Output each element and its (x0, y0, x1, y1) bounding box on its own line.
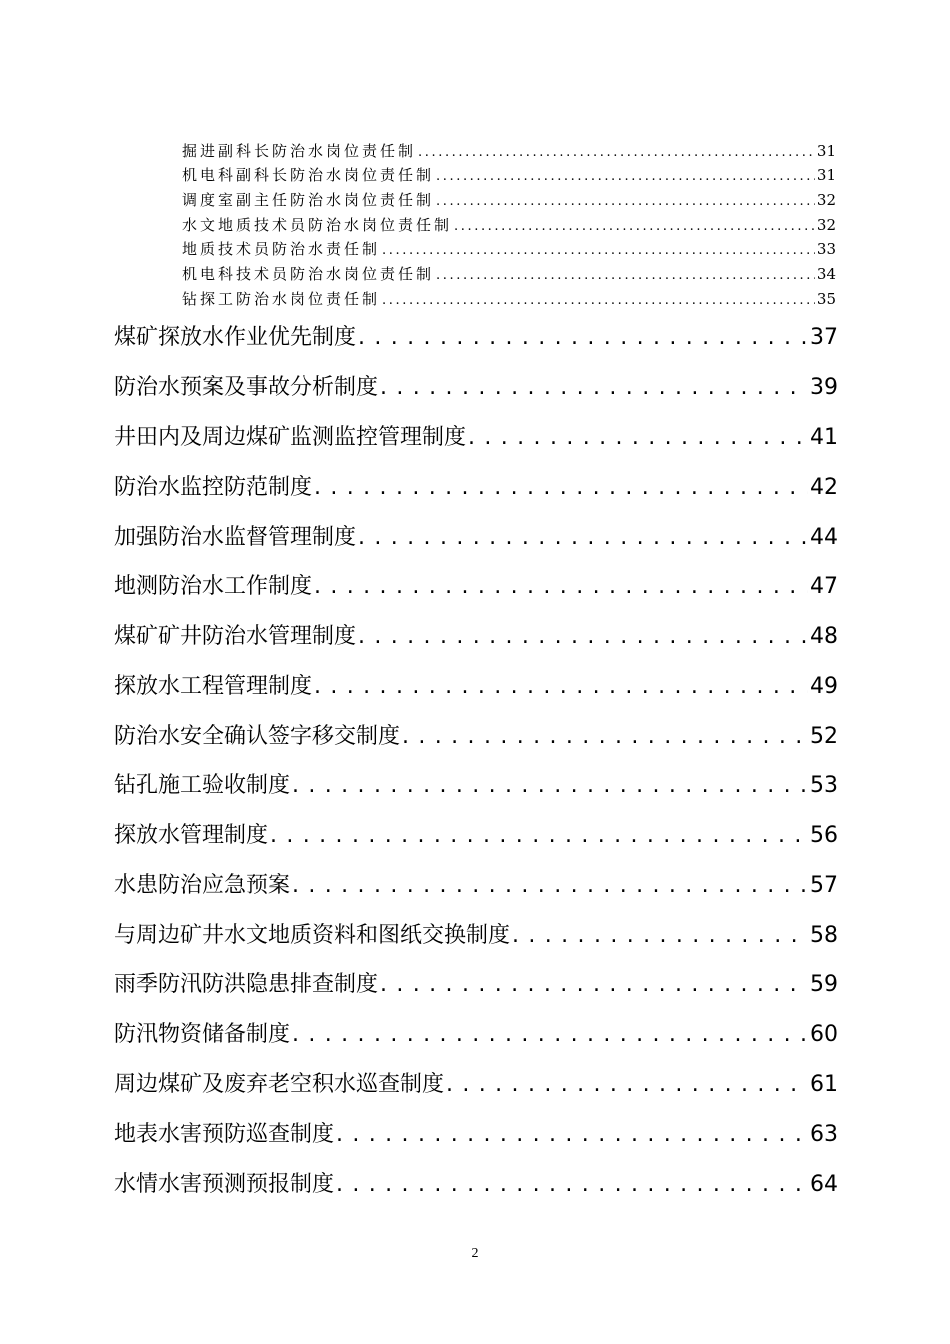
dot-leader (454, 216, 815, 236)
toc-entry-page: 60 (810, 1022, 838, 1047)
toc-entry-title: 地测防治水工作制度 (114, 574, 313, 599)
toc-entry-title: 机电科副科长防治水岗位责任制 (182, 166, 435, 184)
dot-leader (358, 321, 808, 355)
toc-entry-title: 探放水管理制度 (114, 823, 269, 848)
toc-main-entry[interactable] (114, 1068, 838, 1102)
toc-entry-title: 水患防治应急预案 (114, 873, 291, 898)
toc-main-entry[interactable] (114, 769, 838, 803)
toc-entry-title: 加强防治水监督管理制度 (114, 525, 357, 550)
dot-leader (292, 869, 808, 903)
toc-entry-title: 周边煤矿及废弃老空积水巡查制度 (114, 1072, 445, 1097)
toc-entry-page: 39 (810, 375, 838, 400)
toc-main-entry[interactable] (114, 1018, 838, 1052)
toc-entry-page: 56 (810, 823, 838, 848)
toc-entry-page: 64 (810, 1172, 838, 1197)
toc-entry-page: 35 (816, 290, 836, 308)
dot-leader (292, 769, 808, 803)
dot-leader (380, 968, 808, 1002)
dot-leader (436, 191, 815, 211)
toc-main-entry[interactable] (114, 819, 838, 853)
toc-sub-entry[interactable] (182, 140, 836, 162)
dot-leader (436, 166, 815, 186)
toc-main-entry[interactable] (114, 321, 838, 355)
toc-main-entry[interactable] (114, 570, 838, 604)
toc-entry-title: 调度室副主任防治水岗位责任制 (182, 191, 435, 209)
dot-leader (382, 240, 815, 260)
toc-entry-title: 防治水安全确认签字移交制度 (114, 724, 401, 749)
toc-sub-entry[interactable] (182, 164, 836, 186)
toc-main-entry[interactable] (114, 869, 838, 903)
toc-entry-title: 机电科技术员防治水岗位责任制 (182, 265, 435, 283)
toc-entry-page: 59 (810, 972, 838, 997)
toc-entry-page: 32 (816, 191, 836, 209)
dot-leader (402, 720, 808, 754)
toc-entry-title: 防汛物资储备制度 (114, 1022, 291, 1047)
toc-entry-title: 雨季防汛防洪隐患排查制度 (114, 972, 379, 997)
toc-main-entry[interactable] (114, 1168, 838, 1202)
toc-entry-page: 63 (810, 1122, 838, 1147)
toc-main-entry[interactable] (114, 521, 838, 555)
dot-leader (446, 1068, 808, 1102)
dot-leader (314, 670, 808, 704)
dot-leader (380, 371, 808, 405)
toc-main-entry[interactable] (114, 720, 838, 754)
toc-entry-title: 探放水工程管理制度 (114, 674, 313, 699)
toc-entry-title: 防治水监控防范制度 (114, 475, 313, 500)
toc-entry-page: 34 (816, 265, 836, 283)
toc-entry-page: 58 (810, 923, 838, 948)
dot-leader (292, 1018, 808, 1052)
toc-entry-title: 防治水预案及事故分析制度 (114, 375, 379, 400)
toc-sub-entry[interactable] (182, 263, 836, 285)
toc-entry-title: 与周边矿井水文地质资料和图纸交换制度 (114, 923, 511, 948)
dot-leader (468, 421, 808, 455)
dot-leader (358, 521, 808, 555)
dot-leader (418, 142, 815, 162)
toc-main-entry[interactable] (114, 371, 838, 405)
dot-leader (336, 1118, 808, 1152)
toc-entry-page: 31 (816, 142, 836, 160)
dot-leader (436, 265, 815, 285)
toc-entry-title: 井田内及周边煤矿监测监控管理制度 (114, 425, 467, 450)
toc-main-entry[interactable] (114, 670, 838, 704)
toc-entry-title: 地质技术员防治水责任制 (182, 240, 381, 258)
toc-entry-title: 煤矿矿井防治水管理制度 (114, 624, 357, 649)
toc-main-entry[interactable] (114, 919, 838, 953)
dot-leader (270, 819, 808, 853)
toc-entry-page: 37 (810, 325, 838, 350)
toc-entry-page: 44 (810, 525, 838, 550)
toc-entry-page: 57 (810, 873, 838, 898)
toc-entry-title: 水文地质技术员防治水岗位责任制 (182, 216, 453, 234)
toc-entry-page: 42 (810, 475, 838, 500)
toc-sub-entry[interactable] (182, 214, 836, 236)
toc-main-entry[interactable] (114, 1118, 838, 1152)
toc-entry-title: 掘进副科长防治水岗位责任制 (182, 142, 417, 160)
toc-entry-page: 47 (810, 574, 838, 599)
toc-main-entry[interactable] (114, 471, 838, 505)
toc-main-entry[interactable] (114, 620, 838, 654)
toc-main-entry[interactable] (114, 968, 838, 1002)
dot-leader (512, 919, 808, 953)
toc-entry-page: 32 (816, 216, 836, 234)
toc-sub-entry[interactable] (182, 189, 836, 211)
toc-entry-page: 52 (810, 724, 838, 749)
toc-entry-page: 33 (816, 240, 836, 258)
dot-leader (382, 290, 815, 310)
toc-entry-page: 31 (816, 166, 836, 184)
toc-main-entry[interactable] (114, 421, 838, 455)
toc-entry-title: 水情水害预测预报制度 (114, 1172, 335, 1197)
dot-leader (314, 471, 808, 505)
toc-entry-page: 41 (810, 425, 838, 450)
toc-entry-title: 钻孔施工验收制度 (114, 773, 291, 798)
toc-entry-title: 地表水害预防巡查制度 (114, 1122, 335, 1147)
toc-sub-entry[interactable] (182, 288, 836, 310)
dot-leader (358, 620, 808, 654)
page-number-footer: 2 (471, 1246, 479, 1261)
toc-entry-title: 煤矿探放水作业优先制度 (114, 325, 357, 350)
dot-leader (314, 570, 808, 604)
toc-entry-page: 48 (810, 624, 838, 649)
toc-sub-entry[interactable] (182, 238, 836, 260)
dot-leader (336, 1168, 808, 1202)
toc-entry-page: 49 (810, 674, 838, 699)
toc-entry-title: 钻探工防治水岗位责任制 (182, 290, 381, 308)
toc-entry-page: 61 (810, 1072, 838, 1097)
toc-entry-page: 53 (810, 773, 838, 798)
